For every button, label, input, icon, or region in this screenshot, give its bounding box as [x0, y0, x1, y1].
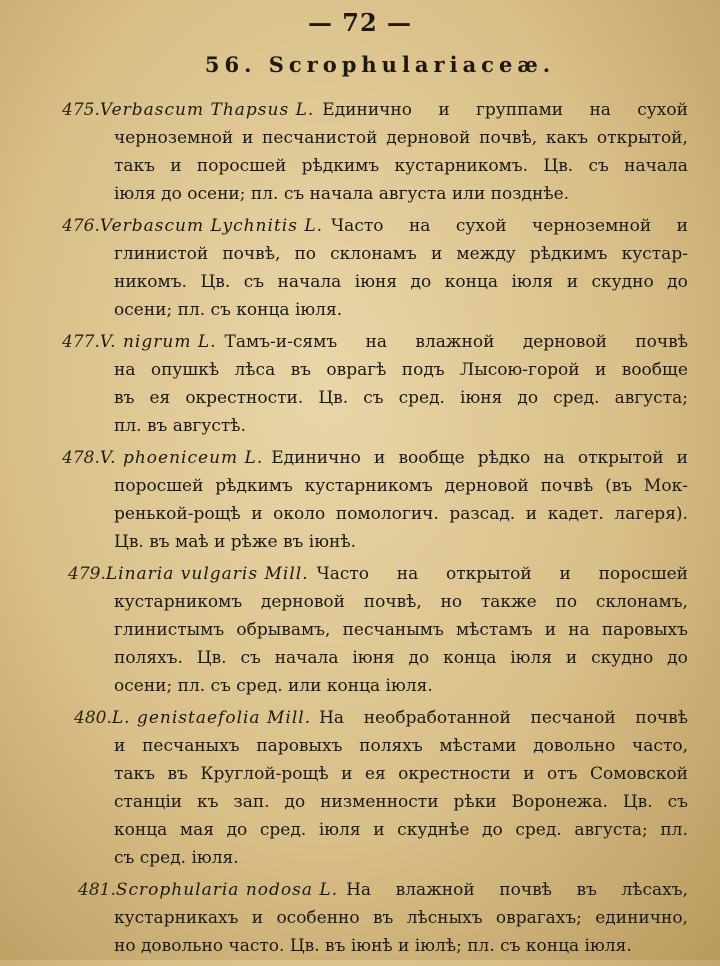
entry-number: 481. — [78, 880, 116, 900]
line-text: Часто на сухой черноземной и — [331, 216, 688, 236]
latin-name: Scrophularia nodosa L. — [115, 880, 339, 900]
text-line — [62, 328, 688, 356]
section-title: 56. Scrophulariaceæ. — [204, 52, 556, 77]
latin-name: V. nigrum L. — [99, 332, 217, 352]
latin-name: Verbascum Thapsus L. — [99, 100, 315, 120]
line-text: станціи къ зап. до низменности рѣки Воронежа. Цв. съ — [114, 792, 688, 812]
line-text: никомъ. Цв. съ начала іюня до конца іюля и скудно до — [114, 272, 688, 292]
text-line — [114, 904, 688, 932]
text-line — [114, 180, 688, 208]
text-line — [114, 152, 688, 180]
species-entry — [0, 212, 720, 324]
text-line — [114, 528, 688, 556]
text-line — [114, 732, 688, 760]
line-text: кустарникахъ и особенно въ лѣсныхъ оврагахъ; единично, — [114, 908, 688, 928]
species-entry — [0, 560, 720, 700]
line-text: на опушкѣ лѣса въ оврагѣ подъ Лысою-горой и вообще — [114, 360, 688, 380]
text-line — [114, 412, 688, 440]
text-line — [114, 672, 688, 700]
text-line — [62, 96, 688, 124]
text-line — [68, 560, 688, 588]
line-text: Единично и вообще рѣдко на открытой и — [271, 448, 688, 468]
line-text: пл. въ августѣ. — [114, 416, 246, 436]
page-number: — 72 — — [307, 8, 413, 37]
text-line — [114, 500, 688, 528]
line-text: и песчаныхъ паровыхъ поляхъ мѣстами довольно часто, — [114, 736, 688, 756]
text-line — [114, 268, 688, 296]
line-text: глинистымъ обрывамъ, песчанымъ мѣстамъ и на паровыхъ — [114, 620, 688, 640]
text-line — [114, 788, 688, 816]
species-entry — [0, 876, 720, 960]
line-text: такъ и поросшей рѣдкимъ кустарникомъ. Цв. съ начала — [114, 156, 688, 176]
line-text: глинистой почвѣ, по склонамъ и между рѣдкимъ кустар- — [114, 244, 688, 264]
line-text: въ ея окрестности. Цв. съ сред. іюня до сред. августа; — [114, 388, 688, 408]
species-entry — [0, 328, 720, 440]
line-text: Цв. въ маѣ и рѣже въ іюнѣ. — [114, 532, 356, 552]
text-line — [62, 444, 688, 472]
text-line — [114, 616, 688, 644]
latin-name: V. phoeniceum L. — [99, 448, 264, 468]
line-text: конца мая до сред. іюля и скуднѣе до сред. августа; пл. — [114, 820, 688, 840]
line-text: іюля до осени; пл. съ начала августа или позднѣе. — [114, 184, 570, 204]
species-entry — [0, 444, 720, 556]
latin-name: Linaria vulgaris Mill. — [105, 564, 309, 584]
line-text: кустарникомъ дерновой почвѣ, но также по склонамъ, — [114, 592, 688, 612]
entry-number: 475. — [62, 100, 100, 120]
line-text: Часто на открытой и поросшей — [316, 564, 688, 584]
line-text: ренькой-рощѣ и около помологич. разсад. и кадет. лагеря). — [114, 504, 688, 524]
line-text: Единично и группами на сухой — [322, 100, 688, 120]
line-text: Тамъ-и-сямъ на влажной дерновой почвѣ — [224, 332, 688, 352]
entry-number: 480. — [74, 708, 112, 728]
text-line — [78, 876, 688, 904]
text-line — [114, 760, 688, 788]
line-text: такъ въ Круглой-рощѣ и ея окрестности и отъ Сомовской — [114, 764, 688, 784]
line-text: осени; пл. съ сред. или конца іюля. — [114, 676, 433, 696]
latin-name: L. genistaefolia Mill. — [111, 708, 312, 728]
species-entry — [0, 704, 720, 872]
line-text: съ сред. іюля. — [114, 848, 239, 868]
text-line — [114, 356, 688, 384]
species-list — [0, 96, 720, 966]
entry-number: 478. — [62, 448, 100, 468]
line-text: черноземной и песчанистой дерновой почвѣ, какъ открытой, — [114, 128, 688, 148]
entry-number: 476. — [62, 216, 100, 236]
text-line — [114, 644, 688, 672]
entry-number: 479. — [68, 564, 106, 584]
line-text: поляхъ. Цв. съ начала іюня до конца іюля и скудно до — [114, 648, 688, 668]
text-line — [114, 816, 688, 844]
text-line — [114, 240, 688, 268]
text-line — [114, 472, 688, 500]
text-line — [114, 296, 688, 324]
text-line — [114, 124, 688, 152]
text-line — [114, 384, 688, 412]
line-text: На необработанной песчаной почвѣ — [319, 708, 688, 728]
line-text: но довольно часто. Цв. въ іюнѣ и іюлѣ; пл. съ конца іюля. — [114, 936, 632, 956]
text-line — [114, 932, 688, 960]
text-line — [114, 588, 688, 616]
line-text: осени; пл. съ конца іюля. — [114, 300, 343, 320]
text-line — [62, 212, 688, 240]
entry-number: 477. — [62, 332, 100, 352]
line-text: поросшей рѣдкимъ кустарникомъ дерновой почвѣ (въ Мок- — [114, 476, 688, 496]
text-line — [74, 704, 688, 732]
text-line — [114, 844, 688, 872]
latin-name: Verbascum Lychnitis L. — [99, 216, 324, 236]
species-entry — [0, 96, 720, 208]
line-text: На влажной почвѣ въ лѣсахъ, — [346, 880, 688, 900]
